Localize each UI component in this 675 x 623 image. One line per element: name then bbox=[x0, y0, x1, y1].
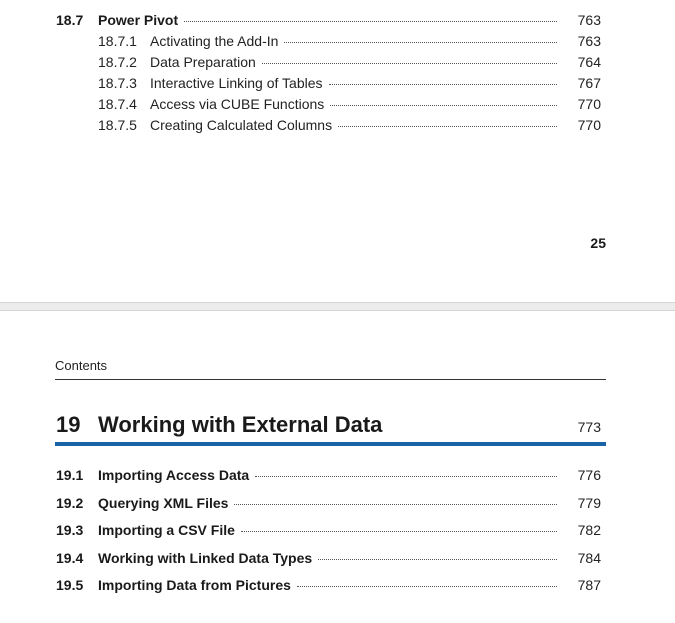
dot-leader bbox=[318, 559, 557, 560]
dot-leader bbox=[262, 63, 557, 64]
toc-entry-section[interactable] bbox=[56, 550, 601, 568]
dot-leader bbox=[234, 504, 557, 505]
dot-leader bbox=[330, 105, 557, 106]
toc-entry-section[interactable] bbox=[56, 495, 601, 513]
dot-leader bbox=[284, 42, 557, 43]
subsection-title: Creating Calculated Columns bbox=[150, 117, 333, 133]
subsection-title: Activating the Add-In bbox=[150, 33, 279, 49]
section-page: 779 bbox=[577, 495, 601, 511]
toc-entry-section[interactable] bbox=[56, 467, 601, 485]
running-head: Contents bbox=[55, 358, 108, 373]
toc-entry-chapter[interactable] bbox=[56, 412, 601, 442]
section-title: Importing Access Data bbox=[98, 467, 250, 483]
section-page: 782 bbox=[577, 522, 601, 538]
section-number: 19.1 bbox=[56, 467, 84, 483]
toc-entry-section[interactable] bbox=[56, 12, 601, 30]
subsection-number: 18.7.5 bbox=[98, 117, 137, 133]
section-title: Working with Linked Data Types bbox=[98, 550, 313, 566]
chapter-number: 19 bbox=[56, 412, 81, 437]
section-page: 787 bbox=[577, 577, 601, 593]
section-number: 19.5 bbox=[56, 577, 84, 593]
section-title: Importing Data from Pictures bbox=[98, 577, 291, 593]
page-folio: 25 bbox=[590, 235, 606, 251]
section-title: Importing a CSV File bbox=[98, 522, 235, 538]
subsection-page: 770 bbox=[577, 117, 601, 133]
subsection-title: Interactive Linking of Tables bbox=[150, 75, 323, 91]
subsection-number: 18.7.1 bbox=[98, 33, 137, 49]
section-title: Power Pivot bbox=[98, 12, 179, 28]
subsection-number: 18.7.4 bbox=[98, 96, 137, 112]
section-page: 776 bbox=[577, 467, 601, 483]
dot-leader bbox=[338, 126, 557, 127]
chapter-rule bbox=[55, 442, 606, 446]
subsection-page: 763 bbox=[577, 33, 601, 49]
subsection-title: Data Preparation bbox=[150, 54, 256, 70]
toc-entry-subsection[interactable] bbox=[56, 117, 601, 135]
section-title: Querying XML Files bbox=[98, 495, 229, 511]
subsection-title: Access via CUBE Functions bbox=[150, 96, 325, 112]
toc-entry-subsection[interactable] bbox=[56, 96, 601, 114]
toc-entry-section[interactable] bbox=[56, 577, 601, 595]
toc-page-top bbox=[0, 0, 675, 302]
subsection-page: 767 bbox=[577, 75, 601, 91]
subsection-number: 18.7.2 bbox=[98, 54, 137, 70]
toc-entry-subsection[interactable] bbox=[56, 75, 601, 93]
section-number: 19.3 bbox=[56, 522, 84, 538]
dot-leader bbox=[241, 531, 557, 532]
subsection-page: 764 bbox=[577, 54, 601, 70]
dot-leader bbox=[184, 21, 557, 22]
toc-entry-subsection[interactable] bbox=[56, 33, 601, 51]
section-number: 19.2 bbox=[56, 495, 84, 511]
section-page: 784 bbox=[577, 550, 601, 566]
chapter-page: 773 bbox=[577, 419, 601, 435]
section-number: 19.4 bbox=[56, 550, 84, 566]
toc-entry-section[interactable] bbox=[56, 522, 601, 540]
dot-leader bbox=[297, 586, 557, 587]
running-head-rule bbox=[55, 379, 606, 380]
dot-leader bbox=[255, 476, 557, 477]
chapter-title: Working with External Data bbox=[98, 412, 383, 437]
subsection-number: 18.7.3 bbox=[98, 75, 137, 91]
section-page: 763 bbox=[577, 12, 601, 28]
toc-entry-subsection[interactable] bbox=[56, 54, 601, 72]
subsection-page: 770 bbox=[577, 96, 601, 112]
section-number: 18.7 bbox=[56, 12, 84, 28]
dot-leader bbox=[329, 84, 557, 85]
page-separator bbox=[0, 302, 675, 311]
